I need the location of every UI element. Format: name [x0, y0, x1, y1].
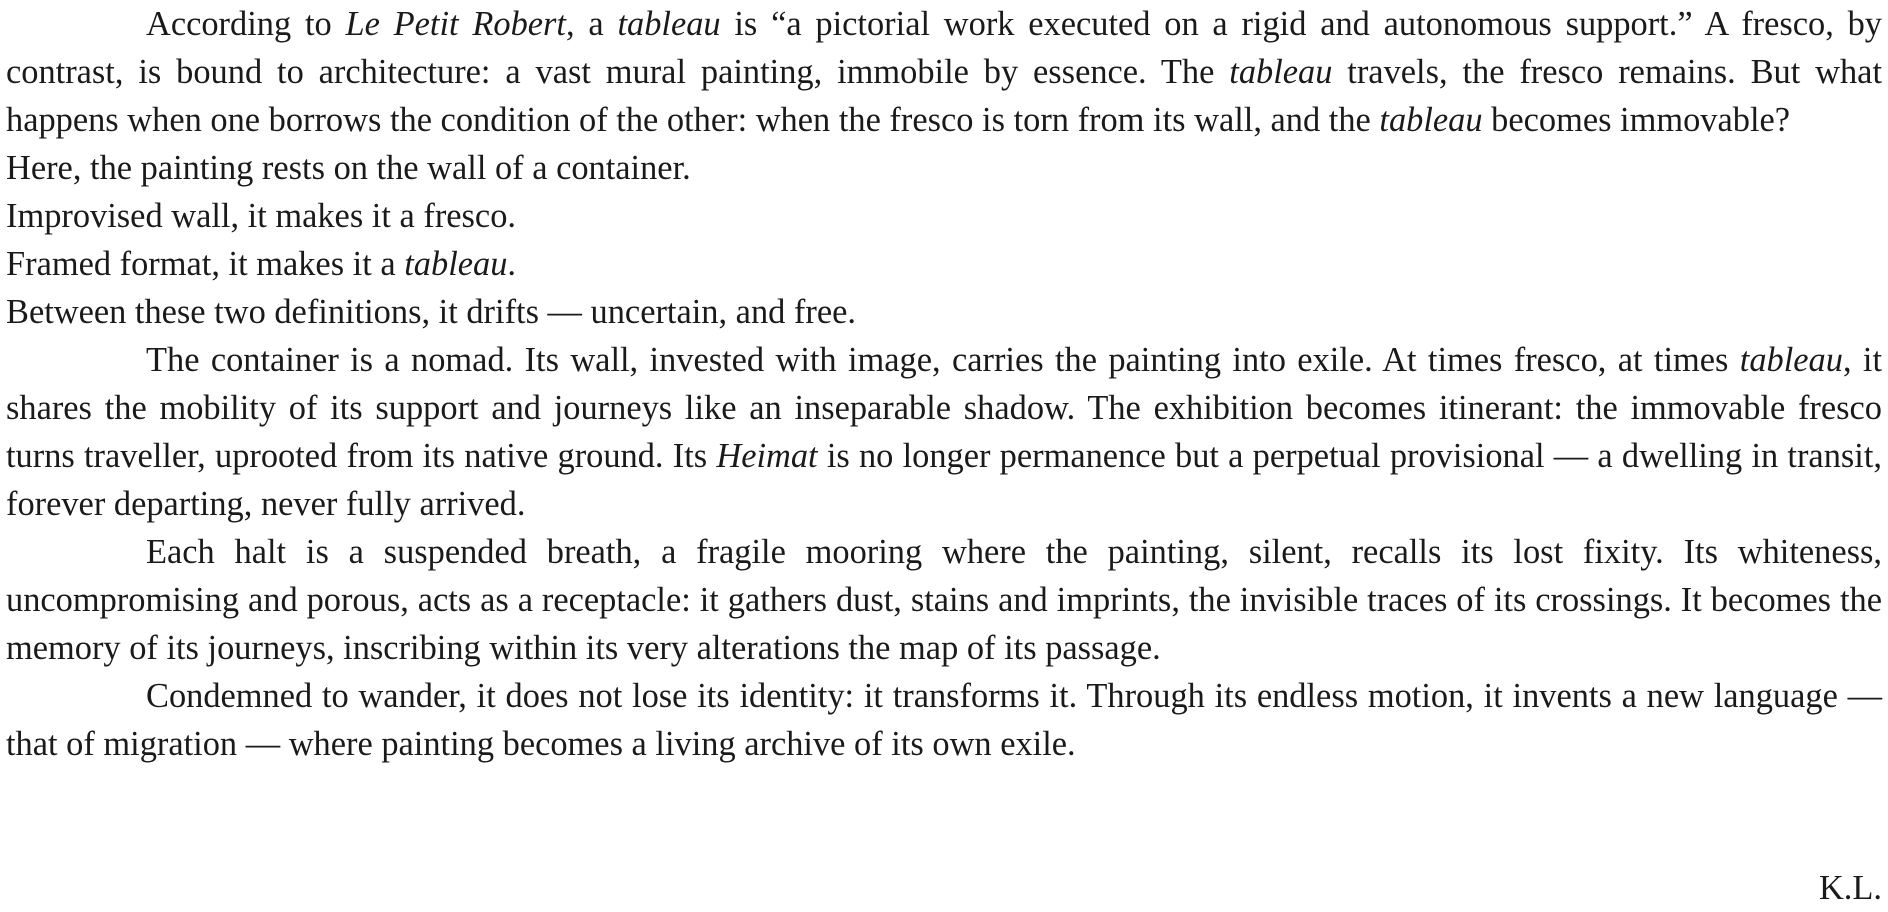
- line-between-definitions: Between these two definitions, it drifts — uncertain, and free.: [6, 293, 856, 331]
- text-run: Framed format, it makes it a: [6, 245, 405, 283]
- text-run: , a: [566, 5, 618, 43]
- italic-term-tableau: tableau: [1229, 53, 1333, 91]
- line-improvised-wall: Improvised wall, it makes it a fresco.: [6, 197, 516, 235]
- italic-term-heimat: Heimat: [716, 437, 818, 475]
- author-signature: K.L.: [1818, 869, 1882, 907]
- italic-term-tableau: tableau: [1739, 341, 1843, 379]
- italic-title-le-petit-robert: Le Petit Robert: [345, 5, 566, 43]
- italic-term-tableau: tableau: [1379, 101, 1483, 139]
- text-run: is no longer permanence but a perpetual provisional — a dwelling in transit, forever departing, never fully arrived.: [6, 437, 1882, 523]
- paragraph-intro: [6, 0, 1882, 144]
- text-run: According to: [146, 5, 346, 43]
- paragraph-halt: Each halt is a suspended breath, a fragile mooring where the painting, silent, recalls its lost fixity. Its whiteness, uncompromising and porous, acts as a receptacle: it gathers dust, stains and imprints, the invisible traces of its crossings. It becomes the memory of its journeys, inscribing within its very alterations the map of its passage.: [6, 533, 1882, 667]
- paragraph-wander: Condemned to wander, it does not lose its identity: it transforms it. Through its endless motion, it invents a new language — that of migration — where painting becomes a living archive of its own exile.: [6, 677, 1882, 763]
- text-run: The container is a nomad. Its wall, invested with image, carries the painting into exile. At times fresco, at times: [146, 341, 1740, 379]
- text-run: travels, the fresco remains. But what happens when one borrows the condition of the other: when the fresco is torn from its wall, and the: [6, 53, 1882, 139]
- paragraph-nomad: [6, 336, 1882, 528]
- text-run: , it shares the mobility of its support and journeys like an inseparable shadow. The exhibition becomes itinerant: the immovable fresco turns traveller, uprooted from its native ground. Its: [6, 341, 1883, 475]
- text-run: .: [507, 245, 517, 283]
- text-run: becomes immovable?: [1482, 101, 1791, 139]
- line-framed-format: [6, 240, 1882, 288]
- italic-term-tableau: tableau: [617, 5, 721, 43]
- italic-term-tableau: tableau: [404, 245, 508, 283]
- essay-body: [6, 0, 1882, 768]
- text-run: is “a pictorial work executed on a rigid and autonomous support.” A fresco, by contrast, is bound to architecture: a vast mural painting, immobile by essence. The: [6, 5, 1883, 91]
- paragraph-container-line: Here, the painting rests on the wall of a container.: [6, 149, 691, 187]
